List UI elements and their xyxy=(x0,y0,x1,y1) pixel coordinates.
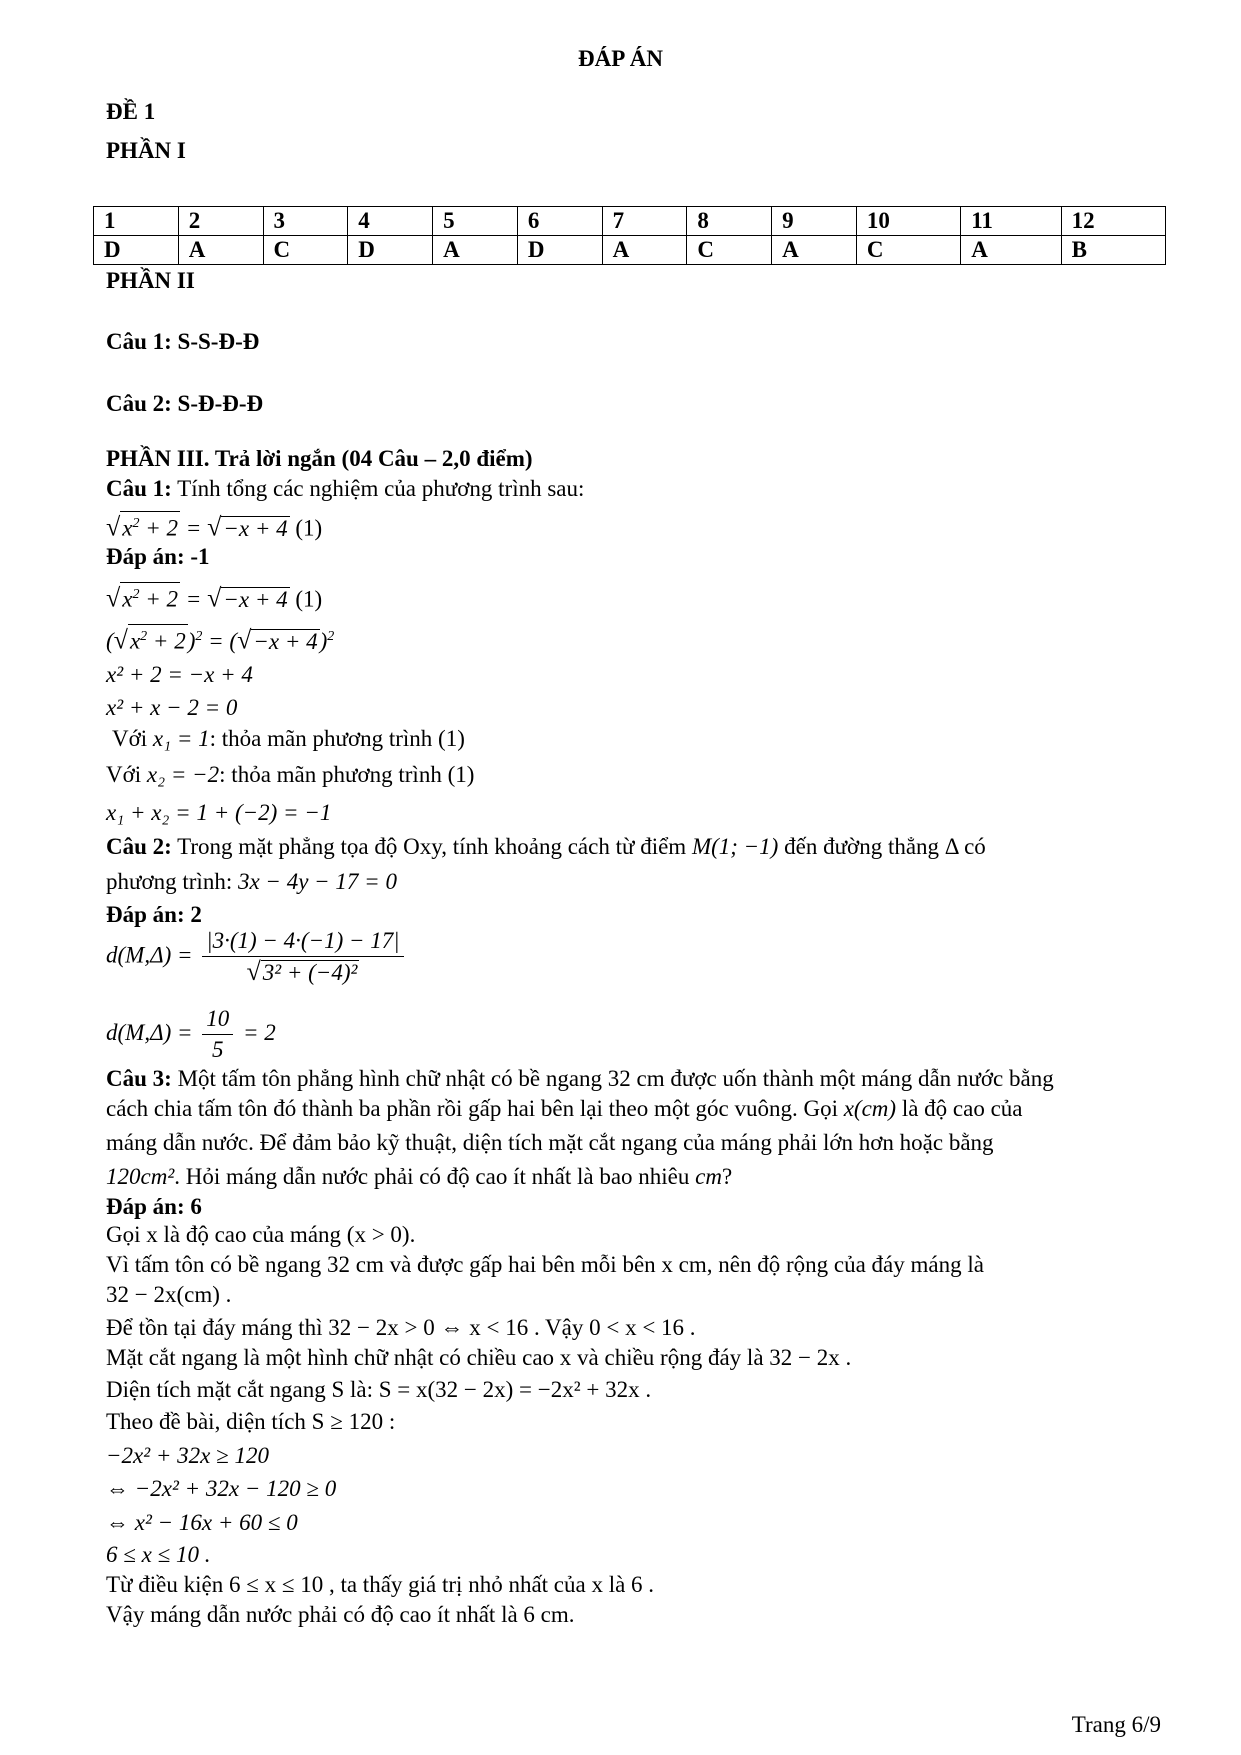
q3-line-3: máng dẫn nước. Để đảm bảo kỹ thuật, diện tích mặt cắt ngang của máng phải lớn hơn hoặc bằng xyxy=(106,1130,994,1155)
table-cell: 7 xyxy=(602,207,687,236)
q3-line-1 xyxy=(106,1064,1054,1094)
q1-step-7: x₁ + x₂ = 1 + (−2) = −1 xyxy=(106,800,332,825)
table-cell: C xyxy=(263,236,348,265)
q3-label: Câu 3: xyxy=(106,1066,172,1091)
q2-text-b: đến đường thẳng xyxy=(784,834,940,859)
table-cell: 3 xyxy=(263,207,348,236)
part2-answer-2: Câu 2: S-Đ-Đ-Đ xyxy=(106,391,264,416)
q3-step-9: ⇔ −2x² + 32x − 120 ≥ 0 xyxy=(106,1476,337,1501)
q3-step-13: Vậy máng dẫn nước phải có độ cao ít nhất là 6 cm. xyxy=(106,1602,575,1627)
table-cell: 10 xyxy=(856,207,960,236)
q2-num-1: |3·(1) − 4·(−1) − 17| xyxy=(202,926,403,957)
q1-s5-pre: Với xyxy=(112,726,148,751)
table-row-numbers xyxy=(94,207,1166,236)
q3-answer: Đáp án: 6 xyxy=(106,1194,202,1219)
table-cell: B xyxy=(1061,236,1165,265)
q2-text-a: Trong mặt phẳng tọa độ Oxy, tính khoảng cách từ điểm xyxy=(177,834,687,859)
q1-answer: Đáp án: -1 xyxy=(106,544,210,569)
q3-l1: Một tấm tôn phẳng hình chữ nhật có bề ngang 32 cm được uốn thành một máng dẫn nước bằng xyxy=(177,1066,1054,1091)
q3-l2a: cách chia tấm tôn đó thành ba phần rồi gấp hai bên lại theo một góc vuông. Gọi xyxy=(106,1096,838,1121)
q2-den-1: 3² + (−4)² xyxy=(262,960,358,985)
q3-step-11: 6 ≤ x ≤ 10 . xyxy=(106,1542,211,1567)
q3-l4: . Hỏi máng dẫn nước phải có độ cao ít nhất là bao nhiêu xyxy=(174,1164,690,1189)
q1-text: Tính tổng các nghiệm của phương trình sau: xyxy=(177,476,585,501)
q3-step-8: −2x² + 32x ≥ 120 xyxy=(106,1443,269,1468)
table-cell: 4 xyxy=(348,207,433,236)
table-row-answers xyxy=(94,236,1166,265)
q3-step-6: Diện tích mặt cắt ngang S là: S = x(32 − 2x) = −2x² + 32x . xyxy=(106,1377,652,1402)
q1-step-2: $(√x^2 + 2)^2 = (√-x + 4)^2$ xyxy=(106,625,335,655)
part2-answer-1: Câu 1: S-S-Đ-Đ xyxy=(106,329,260,354)
q3-l4m: 120cm² xyxy=(106,1164,175,1189)
table-cell: 11 xyxy=(961,207,1061,236)
q2-point: M(1; −1) xyxy=(691,834,779,859)
exam-label: ĐỀ 1 xyxy=(106,99,156,124)
table-cell: 5 xyxy=(433,207,518,236)
q3-line-2 xyxy=(106,1094,1023,1124)
q2-result: = 2 xyxy=(243,1019,276,1045)
q1-step-3: x² + 2 = −x + 4 xyxy=(106,662,253,687)
q3-step-3: 32 − 2x(cm) . xyxy=(106,1282,232,1307)
table-cell: 8 xyxy=(687,207,772,236)
q1-label: Câu 1: xyxy=(106,476,172,501)
q1-step-5 xyxy=(112,724,465,754)
q3-step-12: Từ điều kiện 6 ≤ x ≤ 10 , ta thấy giá trị nhỏ nhất của x là 6 . xyxy=(106,1572,655,1597)
q1-s5-post: : thỏa mãn phương trình (1) xyxy=(209,726,465,751)
q1-step-1: $√x^2 + 2 = √-x + 4$ (1) xyxy=(106,583,323,613)
q2-fraction-1: $\frac{|3\cdot(1) - 4\cdot(-1) - 17|}{\text{√3² + (−4)²}}$ xyxy=(202,926,403,988)
table-cell: D xyxy=(517,236,602,265)
q2-delta: Δ xyxy=(944,834,959,859)
q2-statement-line1 xyxy=(106,832,986,862)
q3-line-4 xyxy=(106,1162,732,1192)
q2-den-2: 5 xyxy=(212,1037,224,1062)
q1-eq-tag: (1) xyxy=(295,515,323,541)
q1-step-4: x² + x − 2 = 0 xyxy=(106,695,238,720)
answer-table xyxy=(93,206,1166,265)
q2-line-eq: 3x − 4y − 17 = 0 xyxy=(237,869,397,894)
table-cell: C xyxy=(856,236,960,265)
q2-text-d: phương trình: xyxy=(106,869,233,894)
q3-l4e: ? xyxy=(721,1164,733,1189)
page-number: Trang 6/9 xyxy=(1071,1712,1161,1737)
table-cell: A xyxy=(772,236,857,265)
table-cell: 12 xyxy=(1061,207,1165,236)
q1-equation: $√x^2 + 2 = √-x + 4$ (1) xyxy=(106,512,323,542)
table-cell: 6 xyxy=(517,207,602,236)
table-cell: A xyxy=(178,236,263,265)
table-cell: A xyxy=(961,236,1061,265)
table-cell: A xyxy=(602,236,687,265)
q3-step-10: ⇔ x² − 16x + 60 ≤ 0 xyxy=(106,1510,298,1535)
q3-l2b: là độ cao của xyxy=(901,1096,1023,1121)
q2-text-c: có xyxy=(964,834,986,859)
q1-step-6 xyxy=(106,760,474,790)
table-cell: A xyxy=(433,236,518,265)
table-cell: 1 xyxy=(94,207,179,236)
q3-l4u: cm xyxy=(695,1164,722,1189)
q3-step-4: Để tồn tại đáy máng thì 32 − 2x > 0 ⇔ x < 16 . Vậy 0 < x < 16 . xyxy=(106,1315,696,1340)
q2-statement-line2 xyxy=(106,867,397,897)
part3-heading: PHẦN III. Trả lời ngắn (04 Câu – 2,0 điểm) xyxy=(106,446,533,471)
q2-step-2 xyxy=(106,1004,276,1065)
q1-s6-math: x₂ = −2 xyxy=(146,762,220,787)
part1-heading: PHẦN I xyxy=(106,138,186,163)
q3-l2m: x(cm) xyxy=(843,1096,897,1121)
q3-step-1: Gọi x là độ cao của máng (x > 0). xyxy=(106,1222,416,1247)
page-title: ĐÁP ÁN xyxy=(578,46,663,71)
q2-label: Câu 2: xyxy=(106,834,172,859)
table-cell: 9 xyxy=(772,207,857,236)
q1-eq-tag-2: (1) xyxy=(295,586,323,612)
table-cell: C xyxy=(687,236,772,265)
q2-answer: Đáp án: 2 xyxy=(106,902,202,927)
q2-step-1 xyxy=(106,926,408,988)
q2-lhs: d(M,Δ) = xyxy=(106,942,193,968)
q3-step-2: Vì tấm tôn có bề ngang 32 cm và được gấp hai bên mỗi bên x cm, nên độ rộng của đáy máng là xyxy=(106,1252,984,1277)
q2-lhs-2: d(M,Δ) = xyxy=(106,1019,193,1045)
table-cell: 2 xyxy=(178,207,263,236)
q2-num-2: 10 xyxy=(202,1004,233,1035)
table-cell: D xyxy=(94,236,179,265)
part2-heading: PHẦN II xyxy=(106,268,195,293)
q1-s6-pre: Với xyxy=(106,762,142,787)
q3-step-5: Mặt cắt ngang là một hình chữ nhật có chiều cao x và chiều rộng đáy là 32 − 2x . xyxy=(106,1345,852,1370)
q2-fraction-2 xyxy=(202,1004,233,1065)
table-cell: D xyxy=(348,236,433,265)
q1-s5-math: x₁ = 1 xyxy=(152,726,210,751)
q1-s6-post: : thỏa mãn phương trình (1) xyxy=(219,762,475,787)
q1-statement xyxy=(106,474,584,504)
q3-step-7: Theo đề bài, diện tích S ≥ 120 : xyxy=(106,1409,396,1434)
